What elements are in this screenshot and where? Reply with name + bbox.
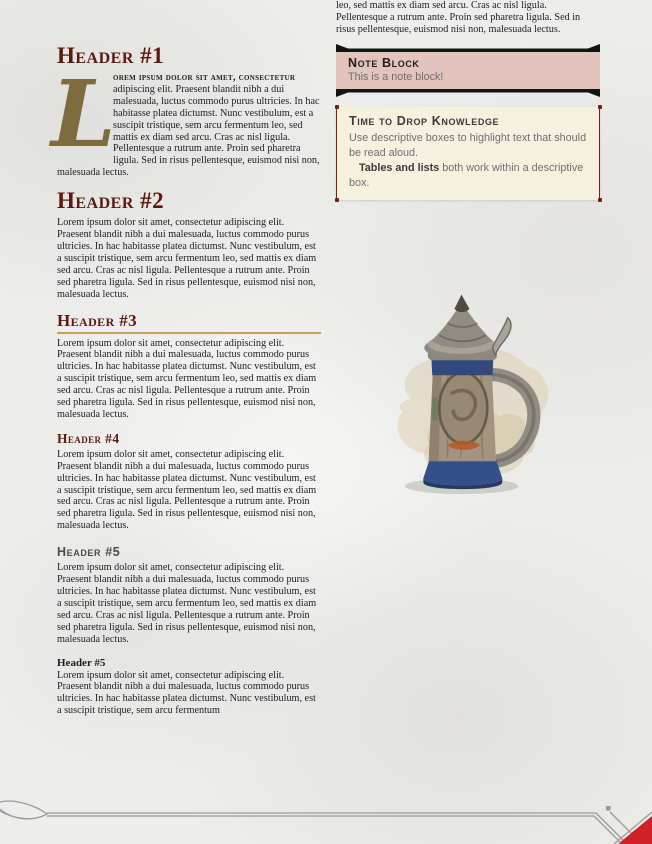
heading-4: Header #4 xyxy=(57,430,120,446)
stein-color-accent xyxy=(432,397,437,420)
descriptive-box xyxy=(336,107,600,200)
paragraph-4: Lorem ipsum dolor sit amet, consectetur adipiscing elit. Praesent blandit nibh a dui malesuada, luctus commodo purus ultricies. In hac habitasse platea dictumst. Nunc vestibulum, est a suscipit tristique, sem arcu fermentum leo, sed mattis ex diam sed arcu. Cras ac nisl ligula. Pellentesque a rutrum ante. Proin sed pharetra ligula. Sed in risus pellentesque, euismod nisi non, malesuada lectus. xyxy=(57,448,317,532)
footer-rule-bottom xyxy=(47,816,620,842)
heading-6: Header #5 xyxy=(57,656,106,669)
descriptive-box-title: Time to Drop Knowledge xyxy=(349,113,500,128)
paragraph-dropcap xyxy=(51,60,321,179)
descriptive-box-line1: Use descriptive boxes to highlight text that should be read aloud. xyxy=(349,131,587,159)
paragraph-2: Lorem ipsum dolor sit amet, consectetur adipiscing elit. Praesent blandit nibh a dui malesuada, luctus commodo purus ultricies. In hac habitasse platea dictumst. Nunc vestibulum, est a suscipit tristique, sem arcu fermentum leo, sed mattis ex diam sed arcu. Cras ac nisl ligula. Pellentesque a rutrum ante. Proin sed pharetra ligula. Sed in risus pellentesque, euismod nisi non, malesuada lectus. xyxy=(57,217,317,300)
heading-2: Header #2 xyxy=(57,188,165,214)
corner-dot-icon xyxy=(335,198,339,202)
footer-leaf-flourish-2 xyxy=(0,811,47,819)
note-block-text: This is a note block! xyxy=(348,70,444,83)
corner-dot-icon xyxy=(335,105,339,109)
note-block-body xyxy=(336,51,600,90)
descriptive-box-line2-rest: both work within a descriptive box. xyxy=(349,161,584,189)
heading-3: Header #3 xyxy=(57,311,321,334)
paragraph-text: adipiscing elit. Praesent blandit nibh a dui malesuada, luctus commodo purus ultricies. In hac habitasse platea dictumst. Nunc vestibulum, est a suscipit tristique, sem arcu fermentum leo, sed mattis ex diam sed arcu. Cras ac nisl ligula. Pellentesque a rutrum ante. Proin sed pharetra ligula. Sed in risus pellentesque, euismod nisi non, malesuada lectus. xyxy=(57,83,320,179)
heading-5: Header #5 xyxy=(57,545,121,560)
note-block-top-ribbon xyxy=(336,44,600,52)
note-block xyxy=(336,44,600,97)
drop-cap-letter: L xyxy=(51,60,116,168)
paragraph-3: Lorem ipsum dolor sit amet, consectetur adipiscing elit. Praesent blandit nibh a dui malesuada, luctus commodo purus ultricies. In hac habitasse platea dictumst. Nunc vestibulum, est a suscipit tristique, sem arcu fermentum leo, sed mattis ex diam sed arcu. Cras ac nisl ligula. Pellentesque a rutrum ante. Proin sed pharetra ligula. Sed in risus pellentesque, euismod nisi non, malesuada lectus. xyxy=(57,337,317,420)
lead-small-caps-text: orem ipsum dolor sit amet, consectetur xyxy=(113,72,296,83)
corner-dot-icon xyxy=(598,198,602,202)
corner-dot-icon xyxy=(598,105,602,109)
footer-decoration xyxy=(0,794,652,844)
stein-base xyxy=(423,459,502,485)
stein-finial xyxy=(454,295,469,313)
paragraph-continuation: leo, sed mattis ex diam sed arcu. Cras ac nisl ligula. Pellentesque a rutrum ante. Proin sed pharetra ligula. Sed in risus pellentesque, euismod nisi non, malesuada lectus. xyxy=(336,0,581,35)
paragraph-5: Lorem ipsum dolor sit amet, consectetur adipiscing elit. Praesent blandit nibh a dui malesuada, luctus commodo purus ultricies. In hac habitasse platea dictumst. Nunc vestibulum, est a suscipit tristique, sem arcu fermentum leo, sed mattis ex diam sed arcu. Cras ac nisl ligula. Pellentesque a rutrum ante. Proin sed pharetra ligula. Sed in risus pellentesque, euismod nisi non, malesuada lectus. xyxy=(57,562,317,645)
footer-dot-icon xyxy=(606,806,611,811)
stein-relief xyxy=(439,373,487,444)
right-column xyxy=(336,0,600,210)
note-block-title: Note Block xyxy=(348,55,420,70)
heading-1: Header #1 xyxy=(57,43,165,68)
stein-thumb-lever xyxy=(492,318,510,355)
paragraph-6-truncated: Lorem ipsum dolor sit amet, consectetur adipiscing elit. Praesent blandit nibh a dui malesuada, luctus commodo purus ultricies. In hac habitasse platea dictumst. Nunc vestibulum, est a suscipit tristique, sem arcu fermentum xyxy=(57,669,316,717)
footer-rule-top xyxy=(47,813,624,841)
descriptive-box-line2 xyxy=(349,161,587,191)
beer-stein-image xyxy=(362,284,584,510)
left-column xyxy=(51,0,321,725)
note-block-bottom-ribbon xyxy=(336,89,600,97)
descriptive-box-line2-bold: Tables and lists xyxy=(359,161,440,174)
footer-leaf-flourish xyxy=(0,801,47,819)
